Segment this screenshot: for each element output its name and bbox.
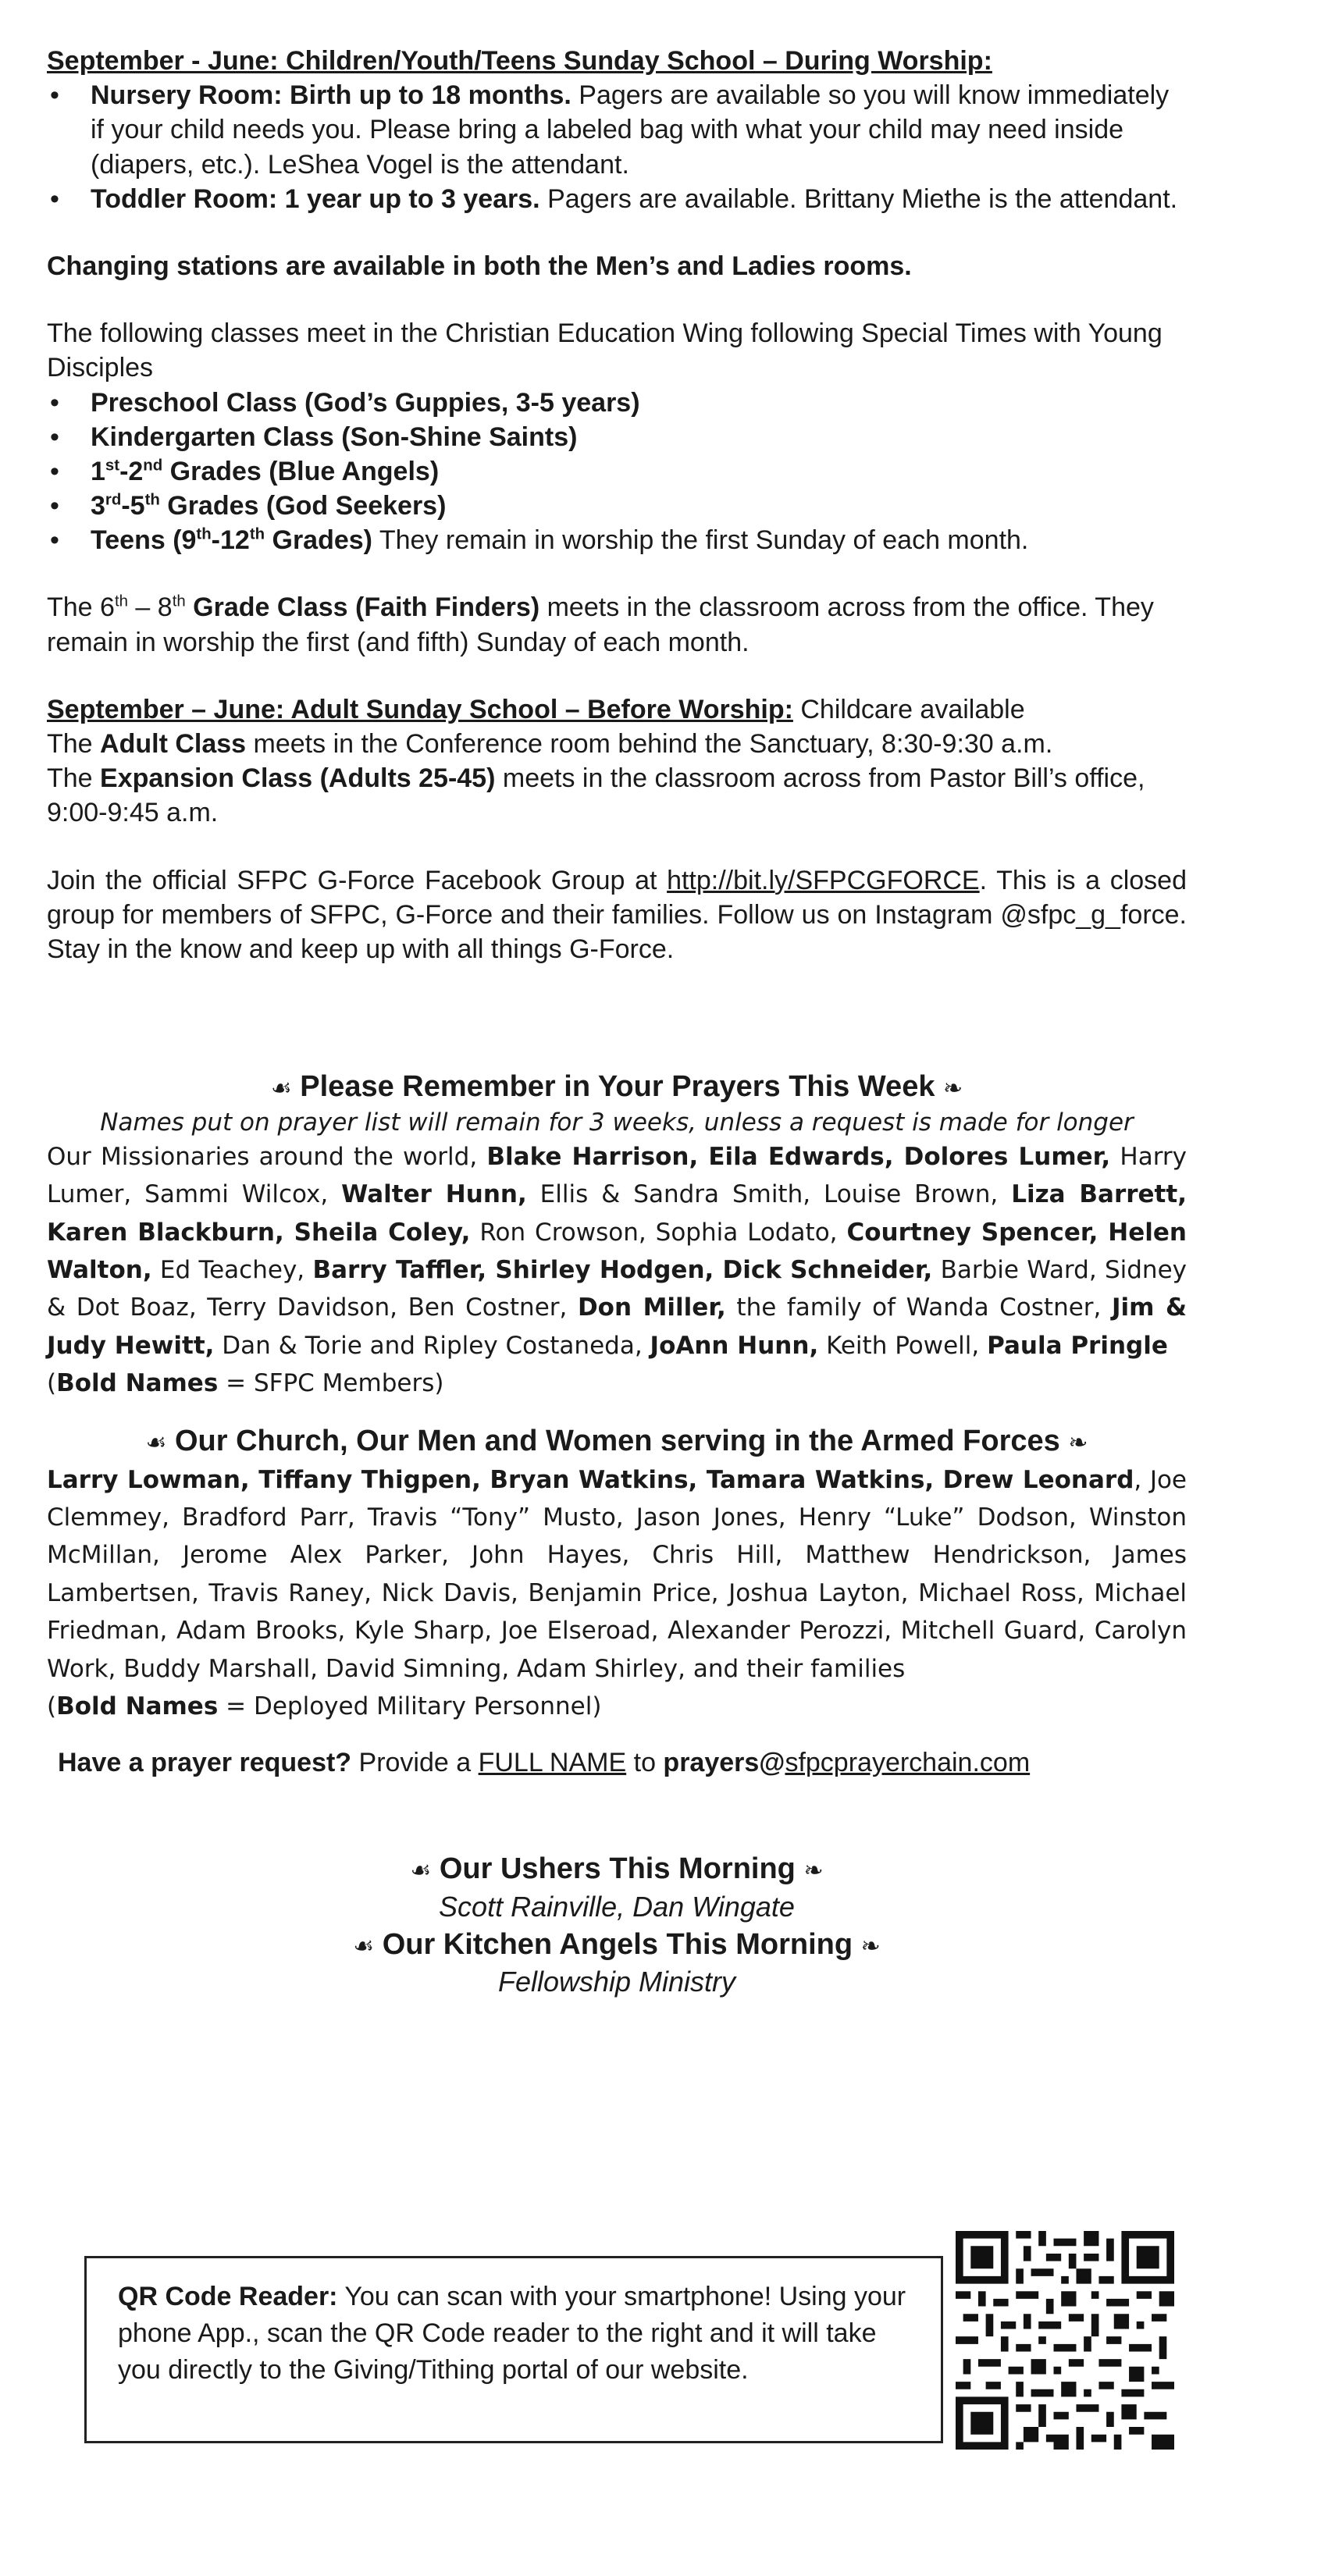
qr-text: You can scan with your smartphone! Using your phone App., scan the QR Code reader to the right and it will take you directly to the Giving/Tithing portal of our website. [118, 2282, 906, 2385]
name-run: Dan & Torie and Ripley Costaneda, [214, 1331, 650, 1360]
ornament-left-icon: ☙ [145, 1429, 167, 1457]
qr-label: QR Code Reader: [118, 2282, 338, 2311]
ornament-left-icon: ☙ [353, 1932, 375, 1960]
facebook-paragraph: Join the official SFPC G-Force Facebook Group at http://bit.ly/SFPCGFORCE. This is a closed group for members of SFPC, G-Force and their families. Follow us on Instagram @sfpc_g_force. Stay in the know and keep up with all things G-Force. [47, 865, 1187, 964]
class-preschool: Preschool Class (God’s Guppies, 3-5 years) [91, 387, 640, 418]
changing-stations-note: Changing stations are available in both the Men’s and Ladies rooms. [47, 251, 912, 281]
class-grades-3-5: 3rd-5th Grades (God Seekers) [91, 491, 447, 521]
ornament-right-icon: ❧ [860, 1932, 881, 1960]
room-list [47, 78, 1187, 216]
ornament-right-icon: ❧ [803, 1857, 824, 1885]
name-run: Ellis & Sandra Smith, Louise Brown, [526, 1180, 1012, 1209]
prayer-request-line: Have a prayer request? Provide a FULL NAME to prayers@sfpcprayerchain.com [58, 1748, 1031, 1778]
class-grades-1-2: 1st-2nd Grades (Blue Angels) [91, 456, 440, 486]
adult-heading-line [47, 692, 1187, 727]
childcare-note: Childcare available [792, 694, 1025, 724]
name-run: Keith Powell, [818, 1331, 988, 1360]
name-run: Our Missionaries around the world, [47, 1142, 487, 1171]
toddler-item [47, 182, 1187, 216]
bold-name-run: Walter Hunn, [341, 1180, 527, 1209]
bold-name-run: Paula Pringle [987, 1331, 1168, 1360]
ornament-left-icon: ☙ [270, 1075, 292, 1103]
ornament-right-icon: ❧ [943, 1075, 963, 1103]
prayer-names [47, 1138, 1187, 1364]
bold-name-run: Larry Lowman, Tiffany Thigpen, Bryan Watkins, Tamara Watkins, Drew Leonard [47, 1465, 1134, 1494]
military-names [47, 1461, 1187, 1688]
nursery-label: Nursery Room: Birth up to 18 months. [91, 80, 571, 111]
class-item [47, 523, 1187, 557]
kitchen-names: Fellowship Ministry [497, 1966, 736, 1998]
name-run: Barbie Ward, Sidney & Dot Boaz, Terry Davidson, Ben Costner, [47, 1255, 1187, 1322]
toddler-text: Pagers are available. Brittany Miethe is the attendant. [539, 183, 1178, 214]
military-legend: (Bold Names = Deployed Military Personnel) [47, 1692, 602, 1720]
bold-name-run: Don Miller, [577, 1293, 726, 1322]
class-teens: Teens (9th-12th Grades) [91, 525, 373, 556]
ushers-title: ☙ Our Ushers This Morning ❧ [410, 1852, 824, 1886]
name-run: Harry Lumer, Sammi Wilcox, [47, 1142, 1187, 1209]
bold-name-run: JoAnn Hunn, [650, 1331, 819, 1360]
prayer-email-link[interactable]: sfpcprayerchain.com [785, 1748, 1031, 1778]
adult-class-paragraph: The Adult Class meets in the Conference room behind the Sanctuary, 8:30-9:30 a.m. [47, 729, 1053, 759]
toddler-label: Toddler Room: 1 year up to 3 years. [91, 183, 540, 214]
bold-name-run: Courtney Spencer, Helen Walton, [47, 1218, 1187, 1284]
name-run: Ron Crowson, Sophia Lodato, [470, 1218, 847, 1247]
name-run: Ed Teachey, [151, 1255, 313, 1284]
bulletin-page [47, 44, 1187, 2001]
ushers-names: Scott Rainville, Dan Wingate [439, 1890, 795, 1923]
bold-name-run: Liza Barrett, Karen Blackburn, Sheila Coley, [47, 1180, 1187, 1247]
name-run: the family of Wanda Costner, [725, 1293, 1112, 1322]
faith-finders-paragraph: The 6th – 8th Grade Class (Faith Finders) meets in the classroom across from the office. They remain in worship the first (and fifth) Sunday of each month. [47, 592, 1154, 657]
qr-code-icon[interactable] [956, 2231, 1174, 2450]
ornament-right-icon: ❧ [1068, 1429, 1088, 1457]
kitchen-title: ☙ Our Kitchen Angels This Morning ❧ [353, 1927, 881, 1961]
teens-text: They remain in worship the first Sunday of each month. [372, 525, 1029, 556]
class-kindergarten: Kindergarten Class (Son-Shine Saints) [91, 422, 578, 452]
name-run: , Joe Clemmey, Bradford Parr, Travis “Tony” Musto, Jason Jones, Henry “Luke” Dodson, Winston McMillan, Jerome Alex Parker, John Hayes, Chris Hill, Matthew Hendrickson, James Lambertsen, Travis Raney, Nick Davis, Benjamin Price, Joshua Layton, Michael Ross, Michael Friedman, Adam Brooks, Kyle Sharp, Joe Elseroad, Alexander Perozzi, Mitchell Guard, Carolyn Work, Buddy Marshall, David Simning, Adam Shirley, and their families [47, 1465, 1187, 1683]
bold-name-run: Blake Harrison, Eila Edwards, Dolores Lumer, [486, 1142, 1111, 1171]
class-list [47, 386, 1187, 558]
adult-heading: September – June: Adult Sunday School – Before Worship: [47, 694, 793, 724]
expansion-class-paragraph: The Expansion Class (Adults 25-45) meets in the classroom across from Pastor Bill’s office, 9:00-9:45 a.m. [47, 763, 1145, 828]
ornament-left-icon: ☙ [410, 1857, 432, 1885]
class-item [47, 454, 1187, 489]
prayer-list-note: Names put on prayer list will remain for 3 weeks, unless a request is made for longer [100, 1108, 1134, 1137]
full-name-emphasis: FULL NAME [478, 1748, 627, 1778]
class-item [47, 489, 1187, 523]
military-title: ☙ Our Church, Our Men and Women serving in the Armed Forces ❧ [145, 1425, 1088, 1458]
facebook-link[interactable]: http://bit.ly/SFPCGFORCE [667, 865, 980, 895]
qr-info-box [84, 2256, 943, 2443]
bold-name-run: Jim & Judy Hewitt, [47, 1293, 1187, 1360]
class-item [47, 420, 1187, 454]
classes-intro: The following classes meet in the Christian Education Wing following Special Times with Young Disciples [47, 318, 1163, 383]
nursery-text: Pagers are available so you will know immediately if your child needs you. Please bring a labeled bag with what your child may need inside (diapers, etc.). LeShea Vogel is the attendant. [91, 80, 1170, 180]
class-item [47, 386, 1187, 420]
nursery-item [47, 78, 1187, 182]
children-heading: September - June: Children/Youth/Teens Sunday School – During Worship: [47, 46, 992, 76]
prayers-title: ☙ Please Remember in Your Prayers This Week ❧ [270, 1070, 963, 1104]
bold-name-run: Barry Taffler, Shirley Hodgen, Dick Schneider, [312, 1255, 933, 1284]
prayer-legend: (Bold Names = SFPC Members) [47, 1368, 444, 1397]
